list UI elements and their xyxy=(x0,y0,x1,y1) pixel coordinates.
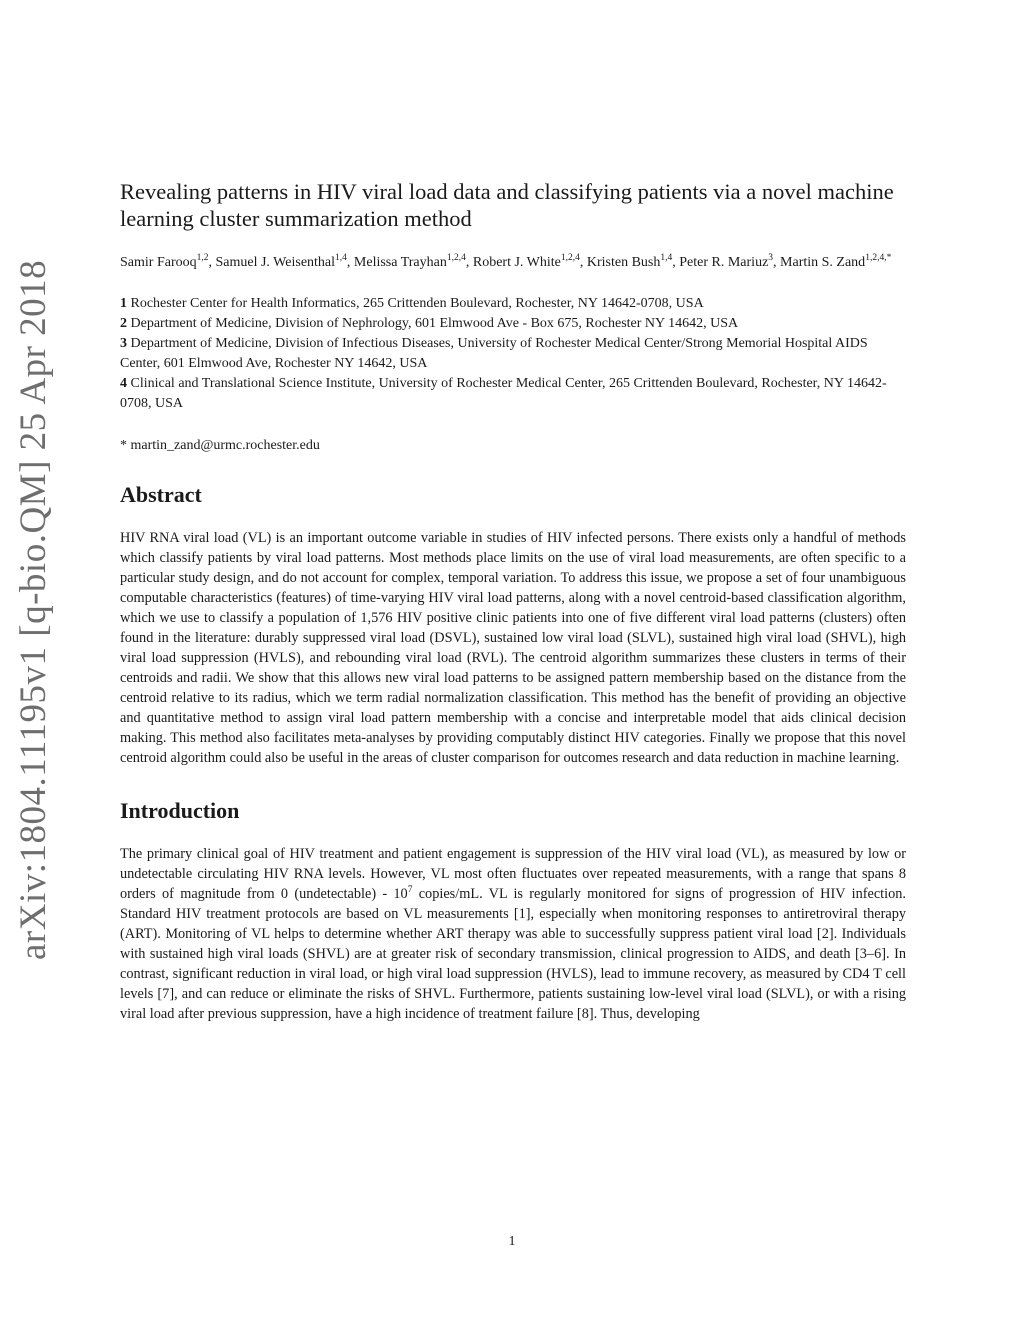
affiliation-text: Department of Medicine, Division of Nephrology, 601 Elmwood Ave - Box 675, Rochester NY 14642, USA xyxy=(130,316,739,331)
author-affiliation-mark: 1,2,4 xyxy=(446,253,466,263)
affiliation-list xyxy=(120,294,906,414)
corresponding-email[interactable]: martin_zand@urmc.rochester.edu xyxy=(130,438,320,453)
corresponding-mark: * xyxy=(120,438,127,453)
introduction-text-part: The primary clinical goal of HIV treatment and patient engagement is suppression of the HIV viral load (VL), as measured by low or undetectable circulating HIV RNA levels. However, VL most often fluctuates over repeated measurements, with a range that spans 8 orders of magnitude from 0 (undetectable) - 10 xyxy=(120,846,906,902)
abstract-heading: Abstract xyxy=(120,482,202,507)
author-name: Samir Farooq xyxy=(120,255,197,270)
author-affiliation-mark: 1,4 xyxy=(335,253,347,263)
author-affiliation-mark: 1,2,4 xyxy=(560,253,580,263)
page-number: 1 xyxy=(508,1234,516,1249)
author-name: Kristen Bush xyxy=(586,255,661,270)
affiliation-number: 1 xyxy=(120,296,127,311)
abstract-text: HIV RNA viral load (VL) is an important outcome variable in studies of HIV infected persons. There exists only a handful of methods which classify patients by viral load patterns. Most methods place limits on the use of viral load measurements, are often specific to a particular study design, and do not account for complex, temporal variation. To address this issue, we propose a set of four unambiguous computable characteristics (features) of time-varying HIV viral load patterns, along with a novel centroid-based classification algorithm, which we use to classify a population of 1,576 HIV positive clinic patients into one of five different viral load patterns (clusters) often found in the literature: durably suppressed viral load (DSVL), sustained low viral load (SLVL), sustained high viral load (SHVL), high viral load suppression (HVLS), and rebounding viral load (RVL). The centroid algorithm summarizes these clusters in terms of their centroids and radii. We show that this allows new viral load patterns to be assigned pattern membership based on the distance from the centroid relative to its radius, which we term radial normalization classification. This method has the benefit of providing an objective and quantitative method to assign viral load pattern membership with a concise and interpretable model that aids clinical decision making. This method also facilitates meta-analyses by providing computably distinct HIV categories. Finally we propose that this novel centroid algorithm could also be useful in the areas of cluster comparison for outcomes research and data reduction in machine learning. xyxy=(120,530,906,766)
corresponding-email-line xyxy=(120,436,906,456)
introduction-text-part: copies/mL. VL is regularly monitored for signs of progression of HIV infection. Standard HIV treatment protocols are based on VL measurements [1], especially when monitoring responses to antiretroviral therapy (ART). Monitoring of VL helps to determine whether ART therapy was able to successfully suppress patient viral load [2]. Individuals with sustained high viral loads (SHVL) are at greater risk of secondary transmission, clinical progression to AIDS, and death [3–6]. In contrast, significant reduction in viral load, or high viral load suppression (HVLS), lead to immune recovery, as measured by CD4 T cell levels [7], and can reduce or eliminate the risks of SHVL. Furthermore, patients sustaining low-level viral load (SLVL), or with a rising viral load after previous suppression, have a high incidence of treatment failure [8]. Thus, developing xyxy=(120,886,906,1022)
affiliation-number: 3 xyxy=(120,336,127,351)
author-name: Samuel J. Weisenthal xyxy=(215,255,336,270)
affiliation-item xyxy=(120,314,906,334)
author-name: Melissa Trayhan xyxy=(353,255,447,270)
author-affiliation-mark: 1,4 xyxy=(660,253,673,263)
author-affiliation-mark: 3 xyxy=(768,253,774,263)
affiliation-item xyxy=(120,374,906,414)
exponent: 7 xyxy=(407,885,413,895)
affiliation-text: Rochester Center for Health Informatics, 265 Crittenden Boulevard, Rochester, NY 14642-0708, USA xyxy=(130,296,704,311)
author-name: Martin S. Zand xyxy=(780,255,866,270)
author-affiliation-mark: 1,2 xyxy=(196,253,209,263)
affiliation-item xyxy=(120,334,906,374)
affiliation-number: 4 xyxy=(120,376,127,391)
author-name: Robert J. White xyxy=(472,255,561,270)
arxiv-identifier: arXiv:1804.11195v1 [q-bio.QM] 25 Apr 2018 xyxy=(13,259,54,960)
affiliation-number: 2 xyxy=(120,316,127,331)
author-list: Samir Farooq$^{1,2}$, Samuel J. Weisenthal$^{1,4}$, Melissa Trayhan$^{1,2,4}$, Robert J. White$^{1,2,4}$, Kristen Bush$^{1,4}$, Peter R. Mariuz$^3$, Martin S. Zand$^{1,2,4,*}$ xyxy=(120,253,892,270)
author-affiliation-mark: 1,2,4,* xyxy=(865,253,892,263)
affiliation-text: Department of Medicine, Division of Infectious Diseases, University of Rochester Medical Center/Strong Memorial Hospital AIDS Center, 601 Elmwood Ave, Rochester NY 14642, USA xyxy=(120,336,868,371)
introduction-text xyxy=(120,844,906,1024)
paper-body xyxy=(120,178,906,1024)
paper-title: Revealing patterns in HIV viral load data and classifying patients via a novel machine learning cluster summarization method xyxy=(120,179,894,231)
affiliation-item xyxy=(120,294,906,314)
affiliation-text: Clinical and Translational Science Institute, University of Rochester Medical Center, 265 Crittenden Boulevard, Rochester, NY 14642-0708, USA xyxy=(120,376,887,411)
author-name: Peter R. Mariuz xyxy=(679,255,769,270)
introduction-heading: Introduction xyxy=(120,798,240,823)
